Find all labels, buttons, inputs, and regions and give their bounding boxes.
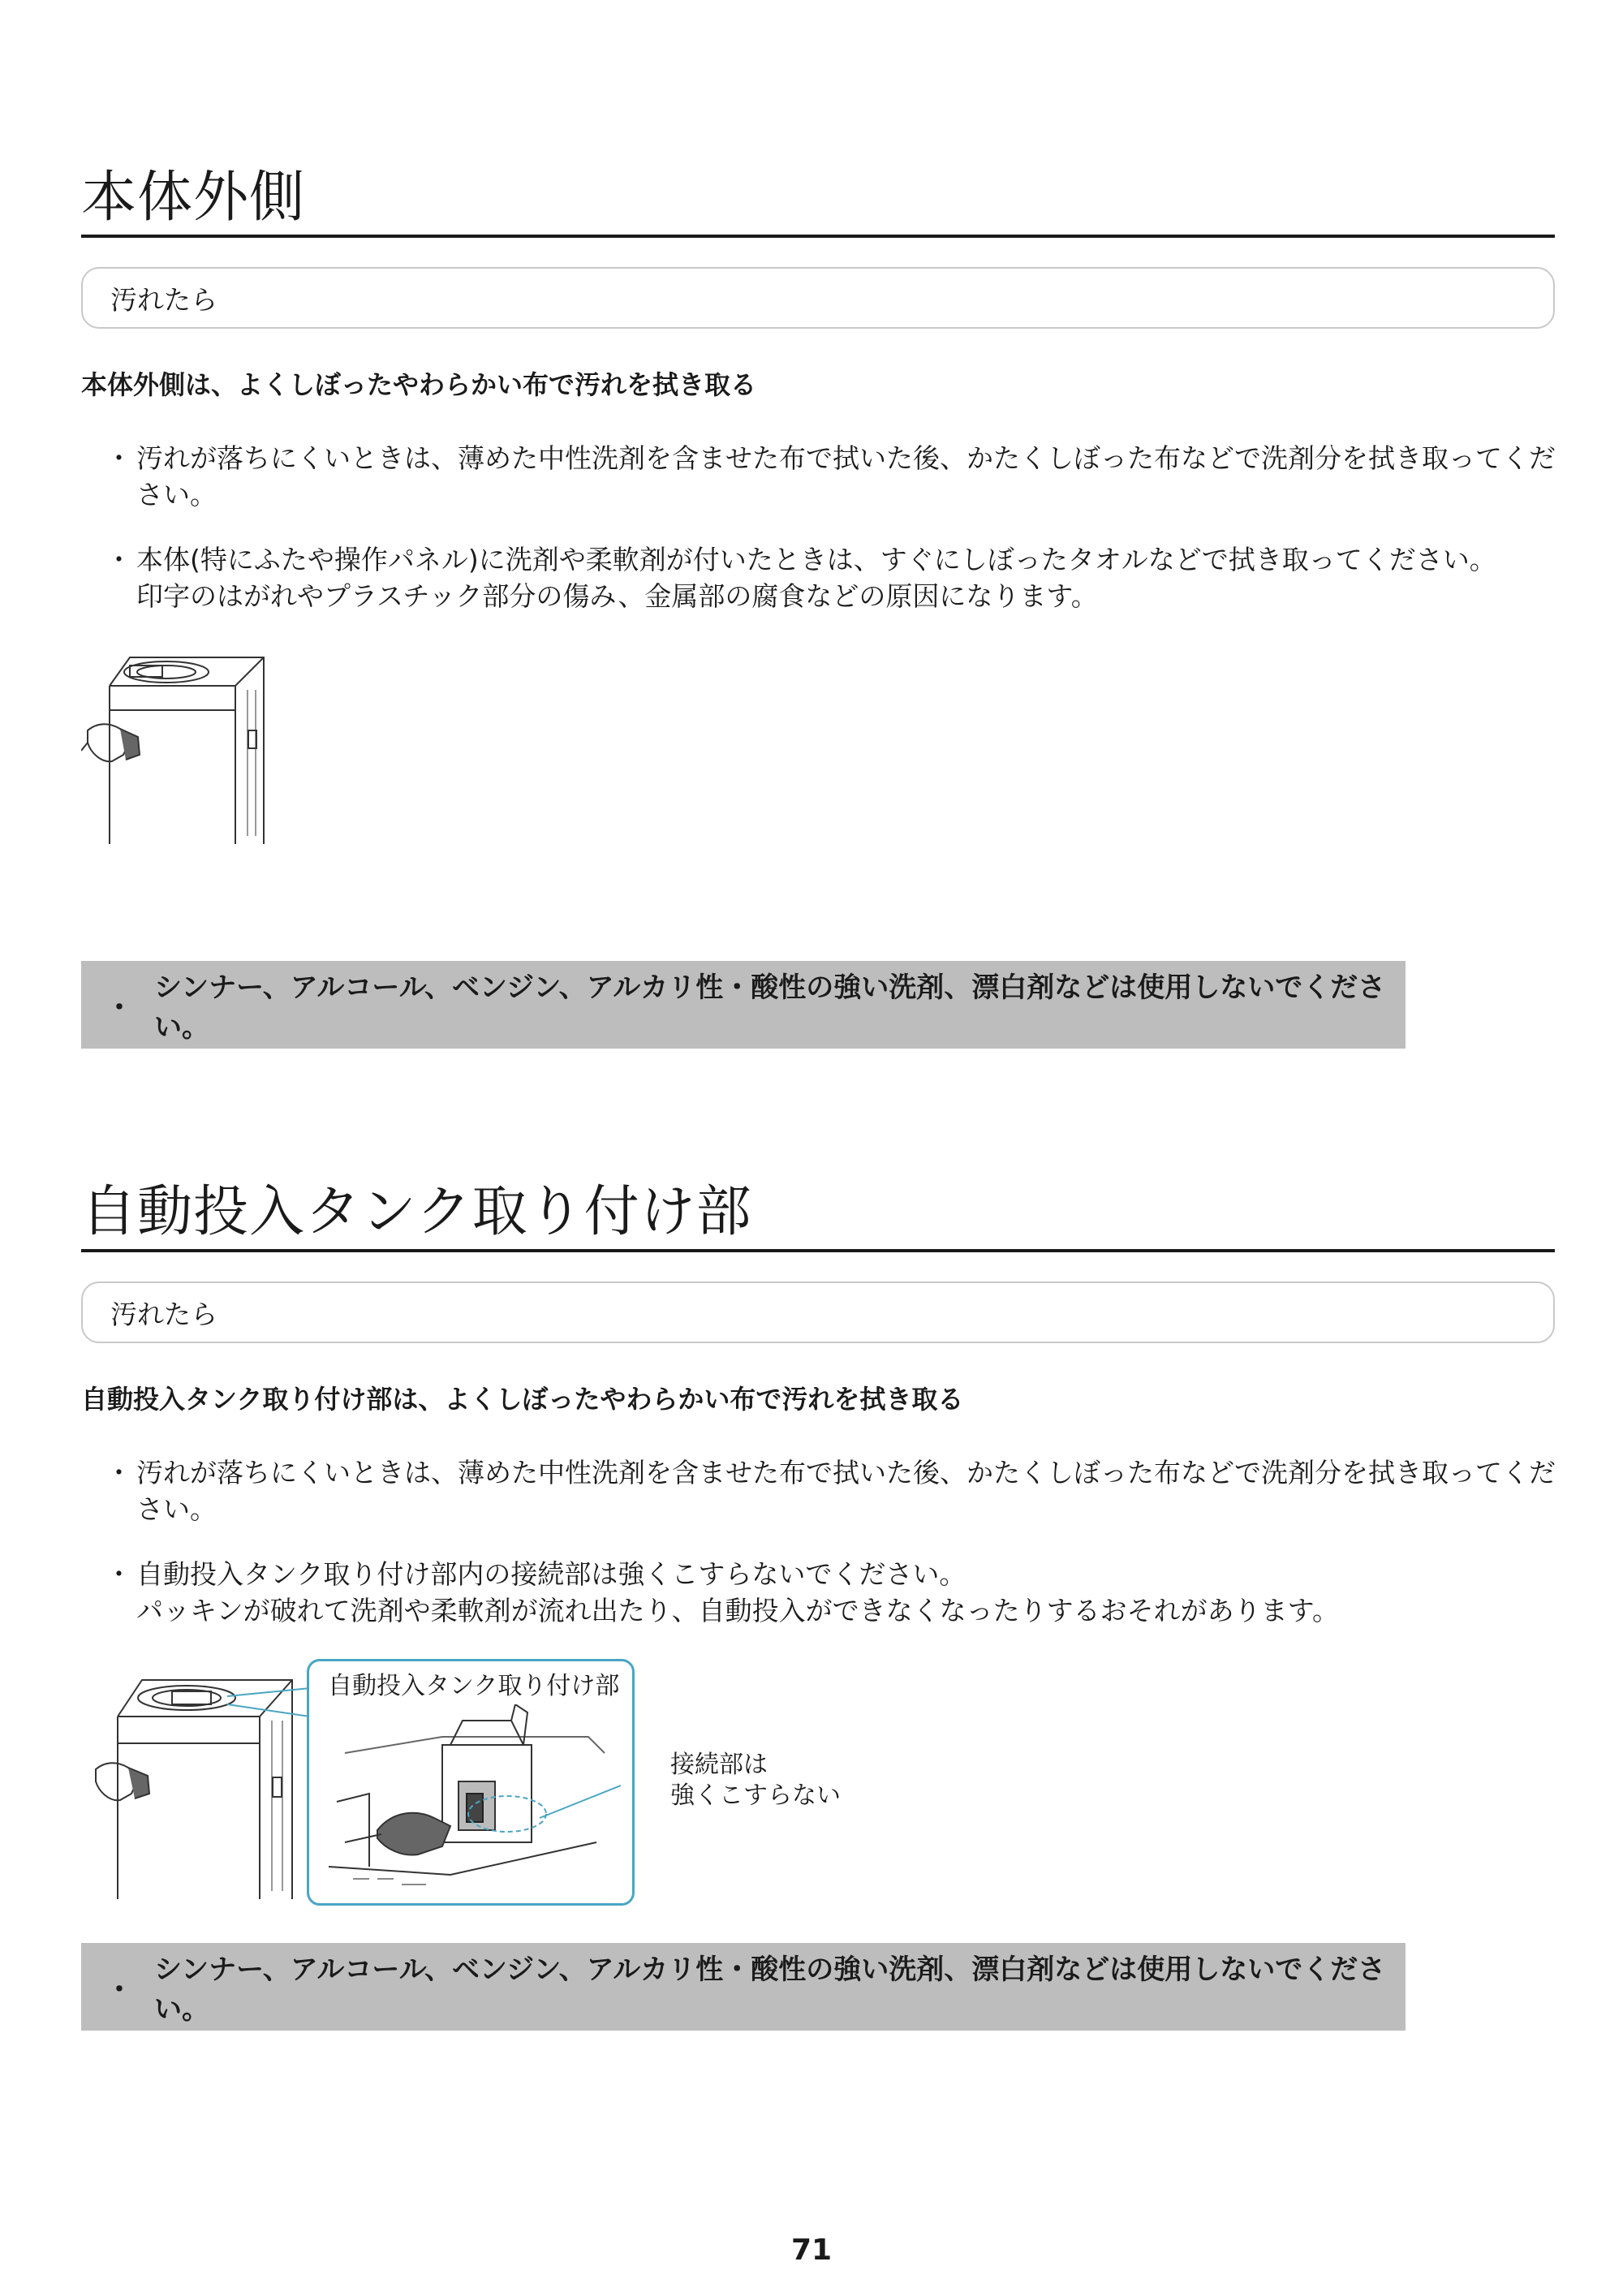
callout-note [670,1750,841,1812]
section-title: 自動投入タンク取り付け部 [81,1181,1555,1252]
callout-note-line: 強くこすらない [670,1781,841,1811]
callout-title: 自動投入タンク取り付け部 [325,1665,622,1701]
bullet-dot: ・ [105,1557,132,1590]
bullet-item [81,541,1623,615]
bullet-item [81,1556,1623,1630]
section-title: 本体外側 [81,166,1555,238]
bullet-text: 本体(特にふたや操作パネル)に洗剤や柔軟剤が付いたときは、すぐにしぼったタオルなどで拭き取ってください。 [136,543,1496,575]
warning-box [81,1943,1406,2031]
bullet-text: 汚れが落ちにくいときは、薄めた中性洗剤を含ませた布で拭いた後、かたくしぼった布などで洗剤分を拭き取ってくだ [136,442,1556,474]
condition-text: 汚れたら [110,283,217,316]
bullet-dot: ・ [105,991,133,1024]
bullet-text: パッキンが破れて洗剤や柔軟剤が流れ出たり、自動投入ができなくなったりするおそれがあります。 [136,1595,1340,1627]
lead-instruction: 自動投入タンク取り付け部は、よくしぼったやわらかい布で汚れを拭き取る [81,1384,964,1415]
tank-mount-closeup-illustration [321,1704,645,1899]
warning-text: シンナー、アルコール、ベンジン、アルカリ性・酸性の強い洗剤、漂白剤などは使用しないでください。 [154,1954,1386,2026]
bullet-text: さい。 [136,479,217,511]
condition-label [81,267,1555,329]
bullet-item [81,440,1623,514]
bullet-list [81,1454,1555,1630]
bullet-text: 自動投入タンク取り付け部内の接続部は強くこすらないでください。 [136,1557,966,1590]
bullet-dot: ・ [105,543,132,575]
lead-instruction: 本体外側は、よくしぼったやわらかい布で汚れを拭き取る [81,369,757,401]
callout-note-line: 接続部は [670,1751,768,1779]
bullet-dot: ・ [105,1973,133,2006]
warning-box [81,961,1406,1049]
bullet-list [81,440,1555,615]
condition-text: 汚れたら [110,1298,217,1330]
bullet-dot: ・ [105,442,132,474]
washer-tank-illustration [81,1672,308,1907]
warning-text: シンナー、アルコール、ベンジン、アルカリ性・酸性の強い洗剤、漂白剤などは使用しないでください。 [154,971,1386,1044]
bullet-dot: ・ [105,1456,132,1488]
bullet-text: 印字のはがれやプラスチック部分の傷み、金属部の腐食などの原因になります。 [136,580,1098,613]
bullet-item [81,1454,1623,1528]
washer-wiping-illustration [81,641,276,852]
section-body-exterior [81,166,1555,643]
bullet-text: 汚れが落ちにくいときは、薄めた中性洗剤を含ませた布で拭いた後、かたくしぼった布などで洗剤分を拭き取ってくだ [136,1456,1556,1488]
section-tank-mount [81,1181,1555,1657]
page-number: 71 [790,2234,833,2267]
condition-label [81,1282,1555,1343]
bullet-text: さい。 [136,1493,217,1526]
